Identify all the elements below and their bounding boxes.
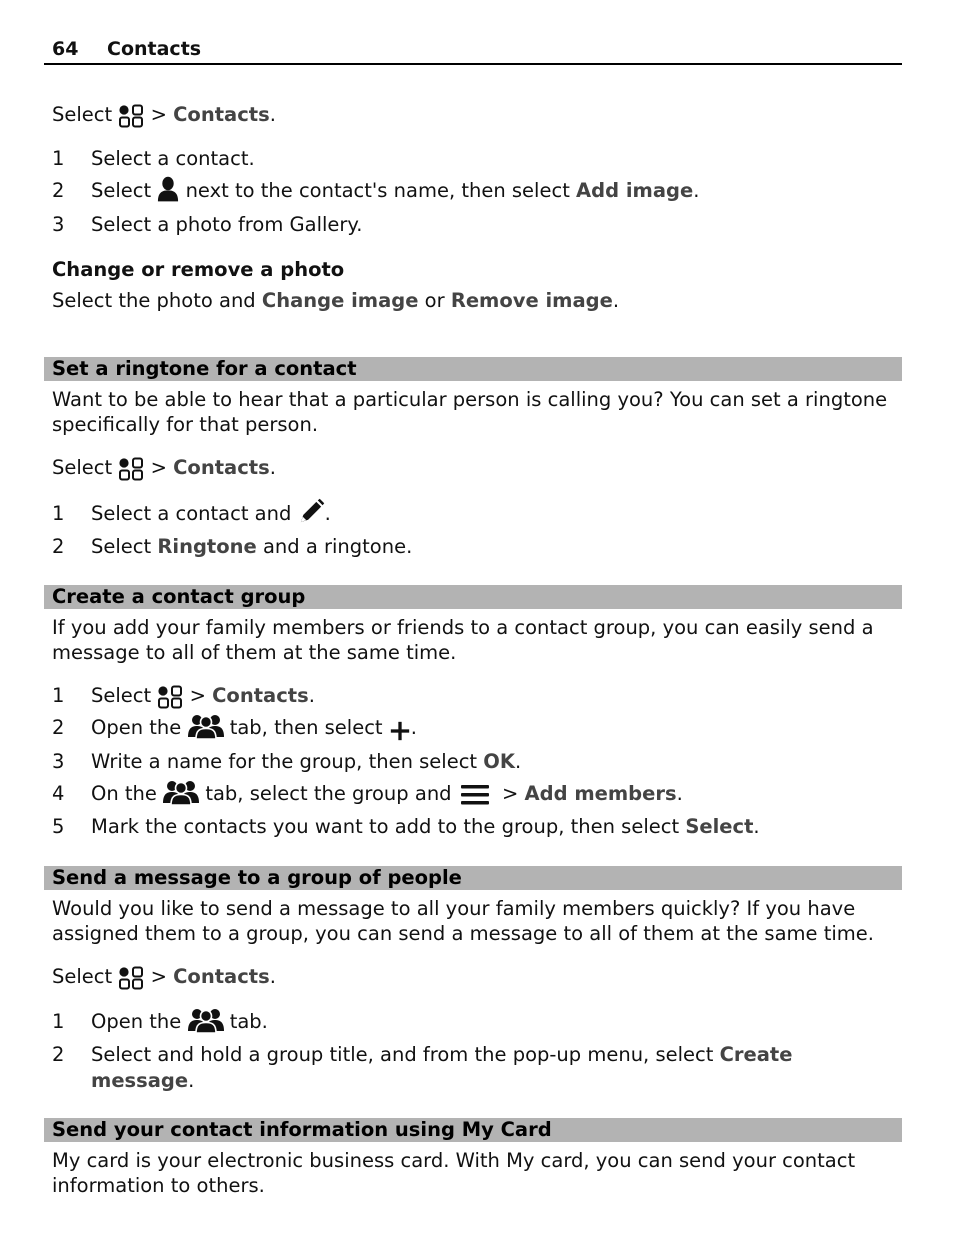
group-people-icon <box>188 1007 224 1033</box>
step-number: 2 <box>52 1043 65 1066</box>
section-intro: If you add your family members or friends to a contact group, you can easily send a message to all of them at the same time. <box>52 616 874 664</box>
step-number: 2 <box>52 179 65 202</box>
person-silhouette-icon <box>157 175 179 202</box>
subheading-change-photo: Change or remove a photo <box>52 258 345 281</box>
step-number: 1 <box>52 1010 65 1033</box>
step-text: Select next to the contact's name, then select Add image. <box>91 178 902 204</box>
section-heading-ringtone: Set a ringtone for a contact <box>44 357 902 381</box>
change-photo-text: Select the photo and Change image or Remove image. <box>52 289 620 312</box>
select-contacts-instruction: Select > Contacts. <box>52 103 276 126</box>
select-contacts-instruction: Select > Contacts. <box>52 965 276 988</box>
apps-grid-icon <box>118 966 144 990</box>
step-text: Select Ringtone and a ringtone. <box>91 535 413 558</box>
page-number: 64 <box>52 38 79 60</box>
chapter-title: Contacts <box>107 38 202 60</box>
pencil-edit-icon <box>298 498 325 525</box>
group-people-icon <box>163 779 199 805</box>
add-image-option: Add image <box>576 179 694 202</box>
apps-grid-icon <box>118 457 144 481</box>
step-text: Mark the contacts you want to add to the group, then select Select. <box>91 815 760 838</box>
step-number: 4 <box>52 782 65 805</box>
step-number: 5 <box>52 815 65 838</box>
step-number: 1 <box>52 684 65 707</box>
step-number: 2 <box>52 716 65 739</box>
contacts-link: Contacts <box>173 103 270 126</box>
step-number: 2 <box>52 535 65 558</box>
step-text: Select > Contacts. <box>91 684 315 707</box>
page-header <box>44 36 902 65</box>
step-text: Select a contact. <box>91 147 255 170</box>
select-contacts-instruction: Select > Contacts. <box>52 456 276 479</box>
step-text: Open the tab, then select . <box>91 715 902 742</box>
step-text: Open the tab. <box>91 1009 902 1035</box>
step-number: 3 <box>52 213 65 236</box>
section-heading-group-message: Send a message to a group of people <box>44 866 902 890</box>
step-text: Write a name for the group, then select OK. <box>91 750 522 773</box>
apps-grid-icon <box>157 685 183 709</box>
group-people-icon <box>188 713 224 739</box>
apps-grid-icon <box>118 104 144 128</box>
step-text: Select a contact and . <box>91 501 902 527</box>
section-heading-contact-group: Create a contact group <box>44 585 902 609</box>
section-intro: Would you like to send a message to all your family members quickly? If you have assigned them to a group, you can send a message to all of them at the same time. <box>52 897 874 945</box>
step-text: Select a photo from Gallery. <box>91 213 363 236</box>
section-intro: My card is your electronic business card. With My card, you can send your contact information to others. <box>52 1149 856 1197</box>
step-number: 3 <box>52 750 65 773</box>
step-number: 1 <box>52 502 65 525</box>
plus-icon <box>389 720 411 742</box>
step-text: Select and hold a group title, and from the pop-up menu, select Create message. <box>91 1043 793 1092</box>
step-text: On the tab, select the group and > Add members. <box>91 781 902 807</box>
menu-lines-icon <box>460 783 490 807</box>
step-number: 1 <box>52 147 65 170</box>
section-intro: Want to be able to hear that a particular person is calling you? You can set a ringtone specifically for that person. <box>52 388 888 436</box>
section-heading-my-card: Send your contact information using My Card <box>44 1118 902 1142</box>
